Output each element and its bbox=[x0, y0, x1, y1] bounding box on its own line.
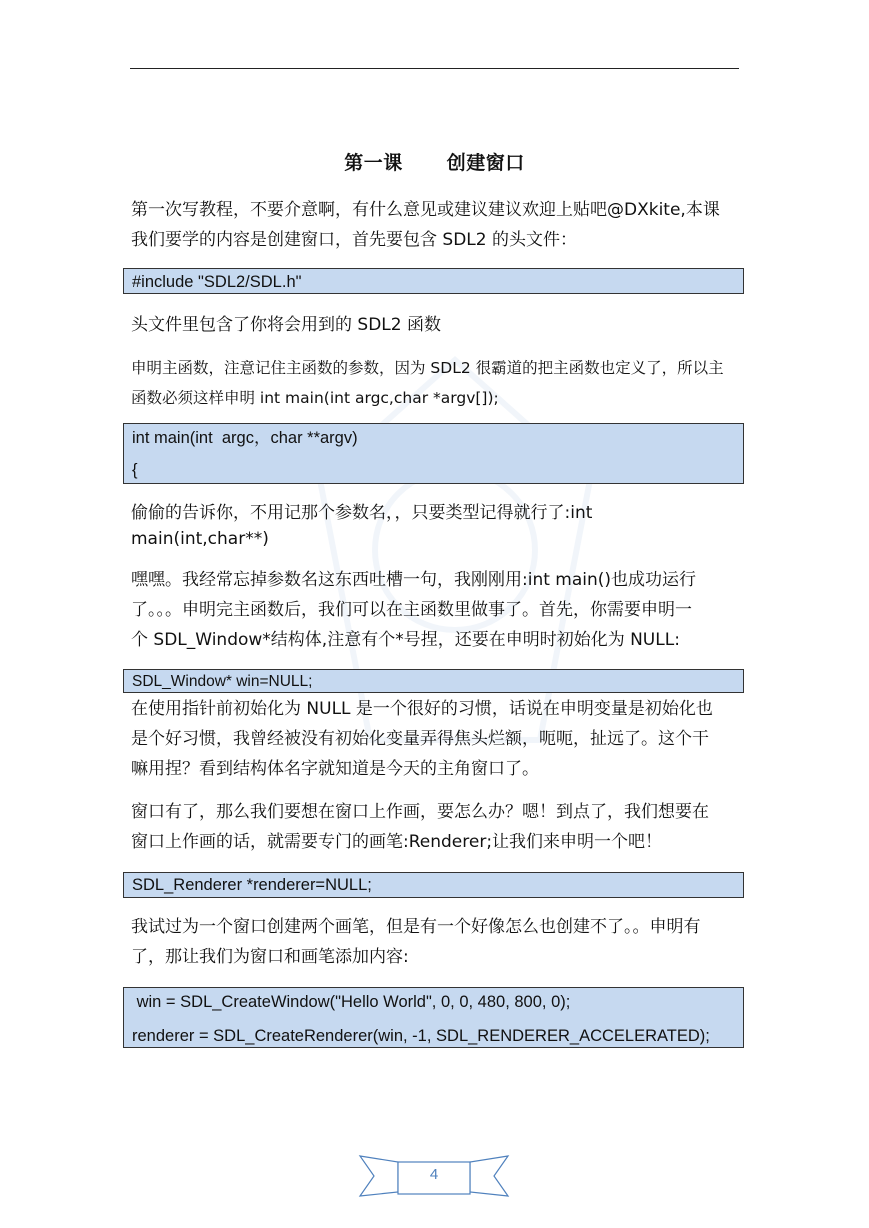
text-line: 我们要学的内容是创建窗口，首先要包含 SDL2 的头文件： bbox=[131, 230, 577, 250]
renderer-paragraph bbox=[131, 797, 741, 857]
text-line: 申明主函数，注意记住主函数的参数，因为 SDL2 很霸道的把主函数也定义了，所以主 bbox=[131, 359, 724, 377]
code-block-create bbox=[123, 987, 744, 1048]
text-line: 在使用指针前初始化为 NULL 是一个很好的习惯，话说在申明变量是初始化也 bbox=[131, 699, 713, 719]
hehe-paragraph bbox=[131, 565, 741, 655]
text-line: 个 SDL_Window*结构体,注意有个*号捏，还要在申明时初始化为 NULL: bbox=[131, 630, 680, 650]
text-line: main(int,char**) bbox=[131, 529, 269, 549]
text-line: 函数必须这样申明 int main(int argc,char *argv[]); bbox=[131, 389, 499, 407]
text-line: 偷偷的告诉你，不用记那个参数名，，只要类型记得就行了:int bbox=[131, 503, 593, 523]
header-desc-paragraph bbox=[131, 310, 741, 340]
text-line: 窗口上作画的话，就需要专门的画笔:Renderer;让我们来申明一个吧！ bbox=[131, 832, 663, 852]
code-block-renderer bbox=[123, 872, 744, 898]
title-topic: 创建窗口 bbox=[446, 152, 525, 174]
code-line: SDL_Window* win=NULL; bbox=[132, 673, 313, 690]
code-block-main bbox=[123, 423, 744, 484]
code-line: int main(int argc，char **argv) bbox=[132, 429, 358, 447]
text-line: 嘛用捏？看到结构体名字就知道是今天的主角窗口了。 bbox=[131, 759, 539, 779]
code-block-include bbox=[123, 268, 744, 294]
page-title bbox=[0, 148, 869, 175]
code-block-window bbox=[123, 669, 744, 693]
secret-paragraph bbox=[131, 500, 741, 552]
intro-paragraph bbox=[131, 195, 741, 255]
code-line: win = SDL_CreateWindow("Hello World", 0, 0, 480, 800, 0); bbox=[132, 993, 571, 1011]
page-number: 4 bbox=[429, 1166, 439, 1183]
code-line: #include "SDL2/SDL.h" bbox=[132, 273, 302, 291]
text-line: 嘿嘿。我经常忘掉参数名这东西吐槽一句，我刚刚用:int main()也成功运行 bbox=[131, 570, 697, 590]
title-lesson: 第一课 bbox=[344, 152, 403, 174]
text-line: 我试过为一个窗口创建两个画笔，但是有一个好像怎么也创建不了。。申明有 bbox=[131, 917, 701, 937]
text-line: 是个好习惯，我曾经被没有初始化变量弄得焦头烂额，呃呃，扯远了。这个干 bbox=[131, 729, 709, 749]
text-line: 第一次写教程，不要介意啊，有什么意见或建议建议欢迎上贴吧@DXkite,本课 bbox=[131, 200, 720, 220]
code-line: { bbox=[132, 461, 138, 479]
code-line: SDL_Renderer *renderer=NULL; bbox=[132, 876, 372, 894]
text-line: 了。。。申明完主函数后，我们可以在主函数里做事了。首先，你需要申明一 bbox=[131, 600, 692, 620]
text-line: 窗口有了，那么我们要想在窗口上作画，要怎么办？嗯！到点了，我们想要在 bbox=[131, 802, 709, 822]
text-line: 头文件里包含了你将会用到的 SDL2 函数 bbox=[131, 315, 441, 335]
text-line: 了，那让我们为窗口和画笔添加内容: bbox=[131, 947, 409, 967]
header-rule bbox=[130, 68, 739, 69]
code-line: renderer = SDL_CreateRenderer(win, -1, SDL_RENDERER_ACCELERATED); bbox=[132, 1027, 710, 1045]
main-declare-paragraph bbox=[131, 353, 741, 413]
pointer-paragraph bbox=[131, 694, 741, 784]
tried-paragraph bbox=[131, 912, 741, 972]
